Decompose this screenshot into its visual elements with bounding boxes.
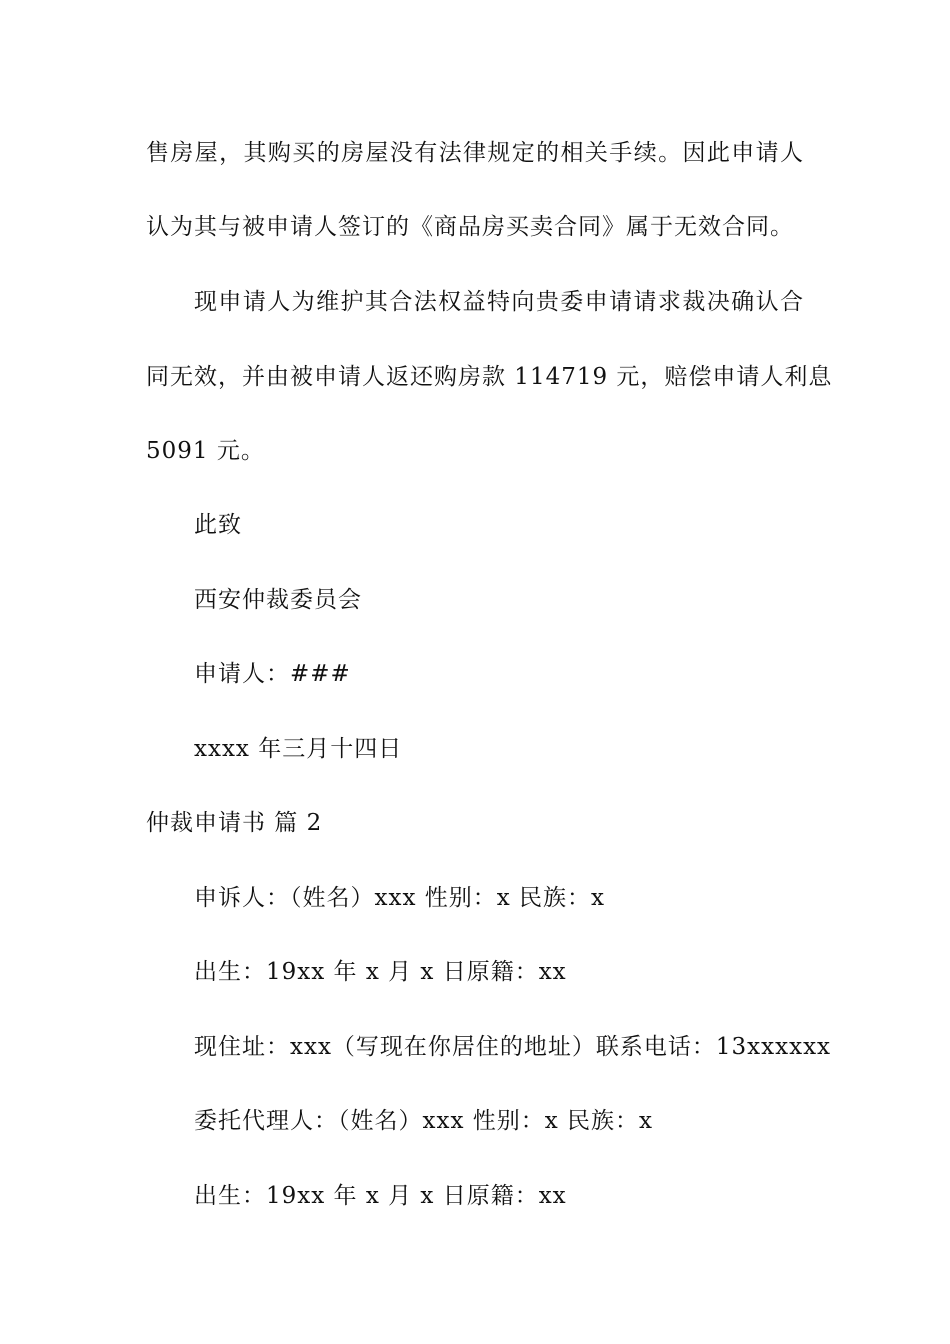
complainant-info: 申诉人：（姓名）xxx 性别：x 民族：x: [194, 885, 605, 911]
salutation: 此致: [194, 512, 242, 538]
section-heading: 仲裁申请书 篇 2: [146, 810, 323, 836]
request-line: 现申请人为维护其合法权益特向贵委申请请求裁决确认合: [194, 289, 804, 315]
applicant-signature: 申请人：###: [194, 661, 351, 687]
address-line: 现住址：xxx（写现在你居住的地址）联系电话：13xxxxxx: [194, 1034, 832, 1060]
request-line: 5091 元。: [146, 438, 265, 464]
document-date: xxxx 年三月十四日: [194, 736, 403, 762]
request-line: 同无效，并由被申请人返还购房款 114719 元，赔偿申请人利息: [146, 364, 833, 390]
paragraph-line: 认为其与被申请人签订的《商品房买卖合同》属于无效合同。: [146, 214, 794, 240]
paragraph-line: 售房屋，其购买的房屋没有法律规定的相关手续。因此申请人: [146, 140, 804, 166]
agent-birth: 出生：19xx 年 x 月 x 日原籍：xx: [194, 1183, 567, 1209]
recipient: 西安仲裁委员会: [194, 587, 362, 613]
agent-info: 委托代理人：（姓名）xxx 性别：x 民族：x: [194, 1108, 653, 1134]
complainant-birth: 出生：19xx 年 x 月 x 日原籍：xx: [194, 959, 567, 985]
